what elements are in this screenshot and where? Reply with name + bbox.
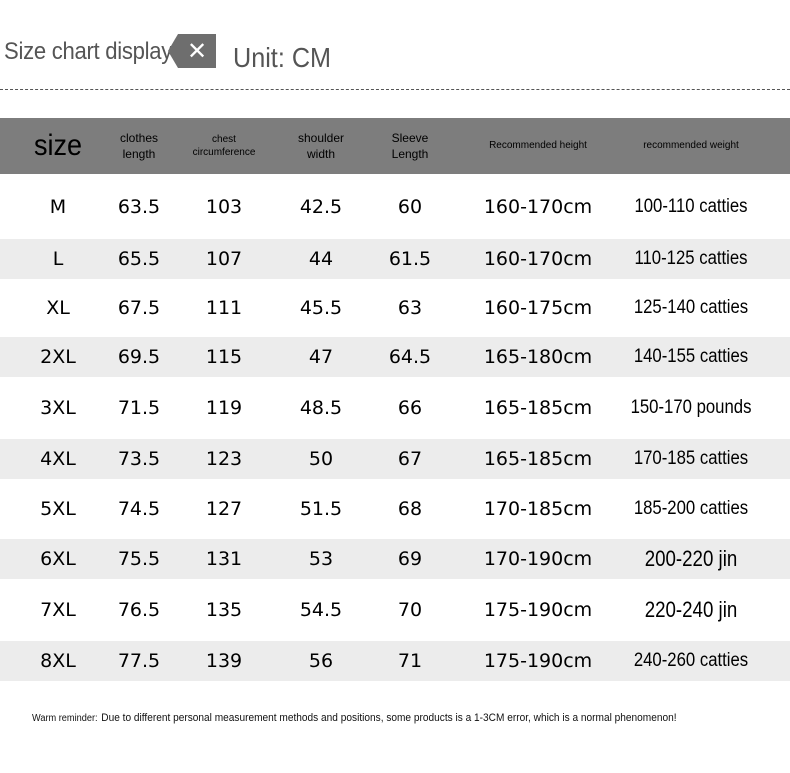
cell-weight: 140-155 catties <box>633 346 749 367</box>
cell-height: 165-180cm <box>483 346 593 368</box>
cell-size: 2XL <box>40 346 76 368</box>
cell-clothes-length: 73.5 <box>117 448 161 470</box>
cell-sleeve: 64.5 <box>388 346 432 368</box>
cell-clothes-length: 63.5 <box>117 195 161 218</box>
table-row <box>0 579 790 641</box>
cell-shoulder: 54.5 <box>299 599 343 621</box>
cell-chest: 139 <box>205 650 243 672</box>
cell-height: 160-170cm <box>483 248 593 270</box>
table-row <box>0 337 790 377</box>
table-body <box>0 174 790 681</box>
cell-clothes-length: 76.5 <box>117 599 161 621</box>
col-header-sleeve: Sleeve Length <box>391 130 429 161</box>
cell-weight: 220-240 jin <box>644 597 738 622</box>
warm-reminder-text: Due to different personal measurement methods and positions, some products is a 1-3CM error, which is a normal phenomenon! <box>101 712 677 724</box>
col-header-shoulder: shoulder width <box>297 130 345 161</box>
cell-shoulder: 48.5 <box>299 397 343 419</box>
table-row <box>0 239 790 279</box>
close-icon[interactable]: ✕ <box>178 34 216 68</box>
cell-weight: 200-220 jin <box>644 546 738 571</box>
cell-shoulder: 45.5 <box>299 297 343 319</box>
cell-chest: 111 <box>205 297 243 319</box>
col-header-size: size <box>33 128 83 162</box>
cell-shoulder: 53 <box>308 548 334 570</box>
cell-sleeve: 68 <box>397 498 423 520</box>
cell-sleeve: 60 <box>397 195 423 218</box>
cell-sleeve: 70 <box>397 599 423 621</box>
cell-clothes-length: 77.5 <box>117 650 161 672</box>
cell-chest: 131 <box>205 548 243 570</box>
warm-reminder-label: Warm reminder: <box>32 713 98 724</box>
cell-sleeve: 69 <box>397 548 423 570</box>
table-row <box>0 377 790 439</box>
cell-size: L <box>52 248 64 270</box>
size-table <box>0 118 790 681</box>
cell-size: 4XL <box>40 448 76 470</box>
table-row <box>0 174 790 239</box>
cell-weight: 100-110 catties <box>634 195 748 217</box>
cell-shoulder: 51.5 <box>299 498 343 520</box>
cell-sleeve: 66 <box>397 397 423 419</box>
col-header-height: Recommended height <box>489 140 587 152</box>
cell-weight: 110-125 catties <box>634 248 748 269</box>
cell-chest: 123 <box>205 448 243 470</box>
table-header <box>0 118 790 174</box>
cell-weight: 170-185 catties <box>633 448 749 469</box>
col-header-chest: chest circumference <box>192 133 256 158</box>
title-row <box>0 30 790 80</box>
cell-height: 170-190cm <box>483 548 593 570</box>
cell-clothes-length: 65.5 <box>117 248 161 270</box>
cell-size: M <box>49 195 67 218</box>
cell-clothes-length: 74.5 <box>117 498 161 520</box>
cell-height: 175-190cm <box>483 650 593 672</box>
cell-clothes-length: 69.5 <box>117 346 161 368</box>
cell-sleeve: 63 <box>397 297 423 319</box>
cell-height: 170-185cm <box>483 498 593 520</box>
cell-weight: 125-140 catties <box>633 297 749 318</box>
cell-shoulder: 47 <box>308 346 334 368</box>
cell-sleeve: 67 <box>397 448 423 470</box>
cell-height: 165-185cm <box>483 397 593 419</box>
warm-reminder <box>32 712 713 724</box>
cell-shoulder: 56 <box>308 650 334 672</box>
cell-height: 160-170cm <box>483 195 593 218</box>
cell-size: 5XL <box>40 498 76 520</box>
cell-chest: 135 <box>205 599 243 621</box>
cell-size: 3XL <box>40 397 76 419</box>
cell-clothes-length: 67.5 <box>117 297 161 319</box>
unit-label: Unit: CM <box>233 42 332 73</box>
table-row <box>0 279 790 337</box>
table-row <box>0 479 790 539</box>
cell-size: 7XL <box>40 599 76 621</box>
cell-chest: 119 <box>205 397 243 419</box>
cell-shoulder: 50 <box>308 448 334 470</box>
table-row <box>0 539 790 579</box>
cell-size: XL <box>46 297 70 319</box>
cell-sleeve: 71 <box>397 650 423 672</box>
page-title: Size chart display <box>4 38 173 65</box>
cell-sleeve: 61.5 <box>388 248 432 270</box>
cell-clothes-length: 71.5 <box>117 397 161 419</box>
cell-shoulder: 44 <box>308 248 334 270</box>
cell-chest: 107 <box>205 248 243 270</box>
cell-size: 6XL <box>40 548 76 570</box>
cell-size: 8XL <box>40 650 76 672</box>
cell-height: 175-190cm <box>483 599 593 621</box>
cell-weight: 185-200 catties <box>633 498 749 519</box>
cell-chest: 127 <box>205 498 243 520</box>
divider <box>0 89 790 90</box>
cell-clothes-length: 75.5 <box>117 548 161 570</box>
cell-shoulder: 42.5 <box>299 195 343 218</box>
cell-height: 165-185cm <box>483 448 593 470</box>
cell-weight: 150-170 pounds <box>630 397 752 418</box>
cell-weight: 240-260 catties <box>633 650 749 671</box>
cell-chest: 115 <box>205 346 243 368</box>
table-row <box>0 439 790 479</box>
col-header-clothes-length: clothes length <box>119 130 159 161</box>
cell-chest: 103 <box>205 195 243 218</box>
table-row <box>0 641 790 681</box>
col-header-weight: recommended weight <box>643 140 739 152</box>
cell-height: 160-175cm <box>483 297 593 319</box>
